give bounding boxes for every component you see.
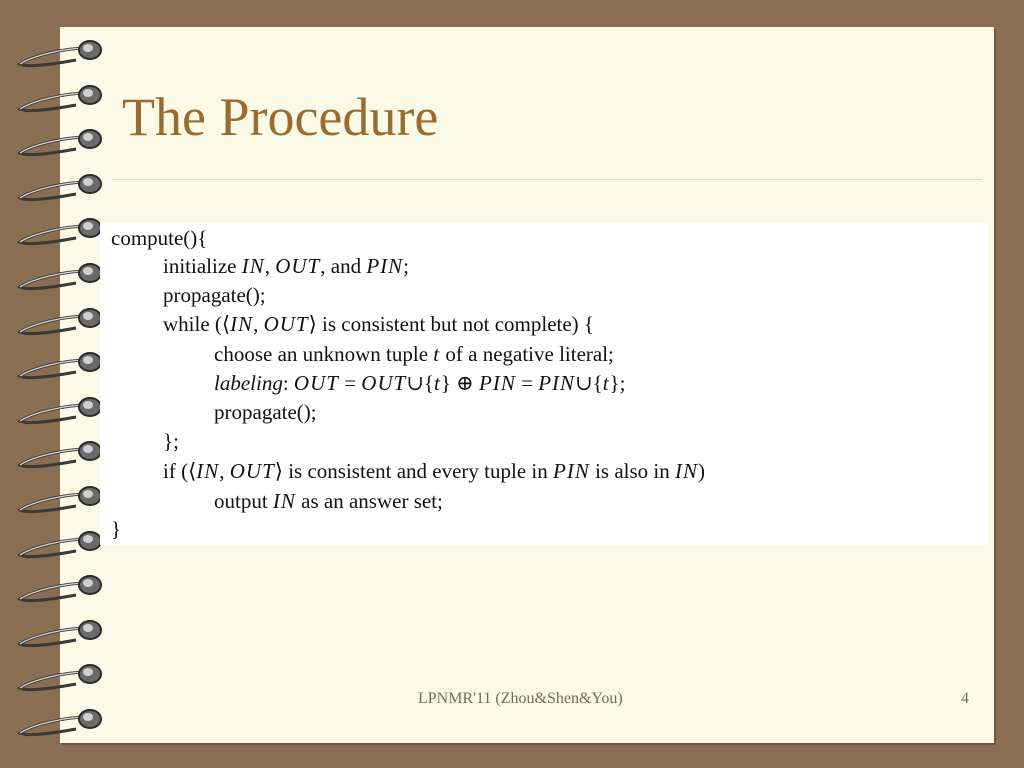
code-line-1: compute(){ [111, 226, 208, 250]
spiral-binding-ring-icon [14, 172, 104, 206]
title-divider [112, 179, 982, 180]
spiral-binding-ring-icon [14, 216, 104, 250]
spiral-binding-ring-icon [14, 707, 104, 741]
code-line-9: if (⟨IN, OUT⟩ is consistent and every tuple in PIN is also in IN) [163, 459, 706, 483]
page-number: 4 [961, 690, 969, 707]
code-line-7: propagate(); [214, 400, 317, 424]
code-line-6: labeling: OUT = OUT∪{t} ⊕ PIN = PIN∪{t}; [214, 371, 626, 395]
spiral-binding-ring-icon [14, 439, 104, 473]
code-line-4: while (⟨IN, OUT⟩ is consistent but not complete) { [163, 312, 595, 336]
spiral-binding-ring-icon [14, 38, 104, 72]
spiral-binding-ring-icon [14, 529, 104, 563]
code-line-8: }; [163, 429, 179, 453]
spiral-binding-ring-icon [14, 618, 104, 652]
code-line-5: choose an unknown tuple t of a negative literal; [214, 342, 614, 366]
procedure-code-block [100, 223, 988, 545]
spiral-binding-ring-icon [14, 261, 104, 295]
code-line-11: } [111, 517, 122, 541]
spiral-binding-ring-icon [14, 306, 104, 340]
spiral-binding-ring-icon [14, 350, 104, 384]
spiral-binding-ring-icon [14, 127, 104, 161]
spiral-binding-ring-icon [14, 484, 104, 518]
spiral-binding-ring-icon [14, 395, 104, 429]
code-line-10: output IN as an answer set; [214, 489, 443, 513]
slide-title: The Procedure [122, 87, 439, 147]
code-line-3: propagate(); [163, 283, 266, 307]
code-line-2: initialize IN, OUT, and PIN; [163, 254, 409, 278]
slide-footer: LPNMR'11 (Zhou&Shen&You) [418, 690, 623, 707]
spiral-binding-ring-icon [14, 662, 104, 696]
spiral-binding-ring-icon [14, 573, 104, 607]
spiral-binding-ring-icon [14, 83, 104, 117]
